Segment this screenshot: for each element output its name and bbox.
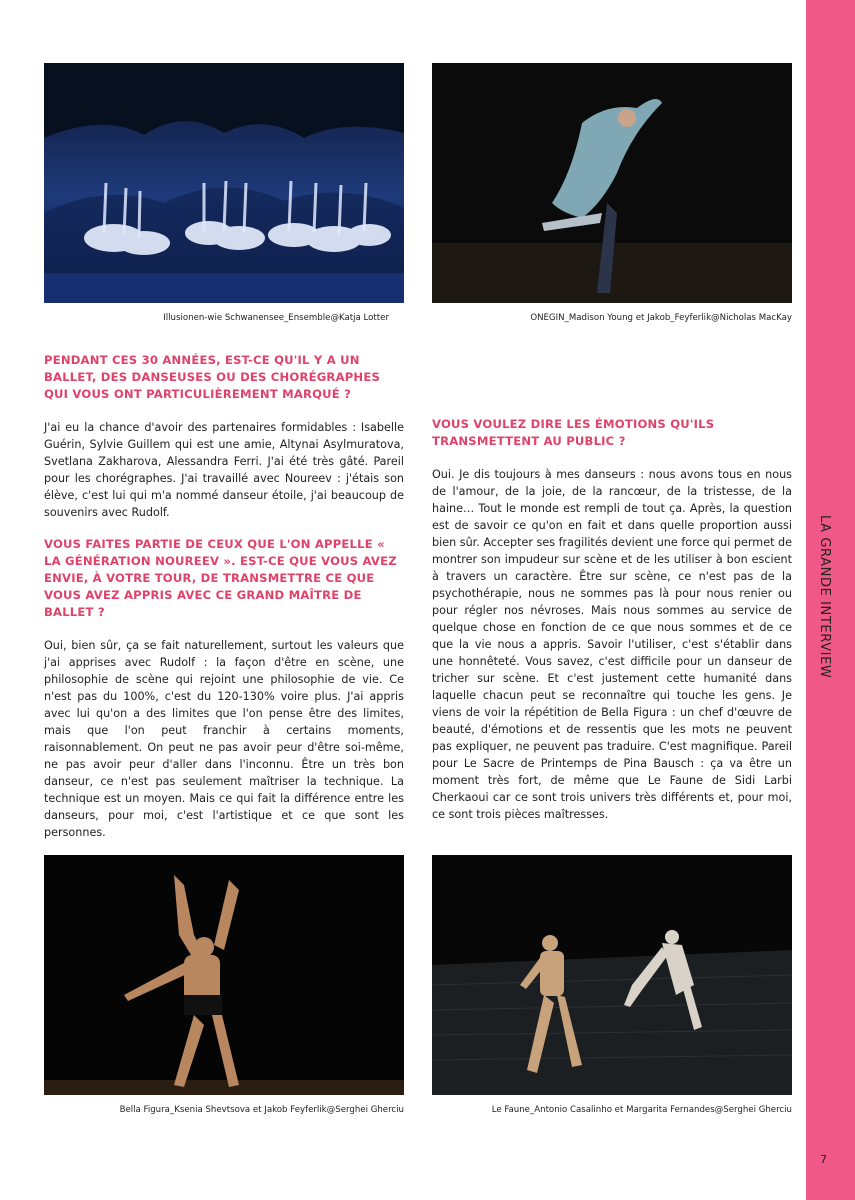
answer-3: Oui. Je dis toujours à mes danseurs : nous avons tous en nous de l'amour, de la joie, de la rancœur, de la tristesse, de la haine… Tout le monde est rempli de tout ça. Après, la question est de savoir ce qu'on en fait et dans quelle proportion aussi bien sûr. Accepter ses fragilités devient une force qui permet de montrer son impudeur sur scène et de les utiliser à bon escient à travers un caractère. Être sur scène, ce n'est pas de la psychothérapie, nous ne sommes pas là pour nous renier ou pour régler nos névroses. Mais nous sommes au service de quelque chose en fonction de ce que nous sommes et de ce que la vie nous a appris. Savoir l'utiliser, c'est s'établir dans une honnêteté. Vous savez, c'est difficile pour un danseur de tricher sur scène. Et c'est justement cette humanité dans laquelle chacun peut se reconnaître qui touche les gens. Je viens de voir la répétition de Bella Figura : un chef d'œuvre de beauté, d'émotions et de ressentis que les mots ne peuvent pas expliquer, ne peuvent pas traduire. C'est magnifique. Pareil pour Le Sacre de Printemps de Pina Bausch : ça va être un moment très fort, de même que Le Faune de Sidi Larbi Cherkaoui car ce sont trois univers très différents et, pour moi, ce sont trois pièces maîtresses. bbox=[432, 468, 793, 821]
left-column bbox=[44, 352, 404, 841]
answer-1: J'ai eu la chance d'avoir des partenaires formidables : Isabelle Guérin, Sylvie Guillem qui est une amie, Altynai Asylmuratova, Svetlana Zakharova, Alessandra Ferri. J'ai été très gâté. Pareil pour les chorégraphes. J'ai travaillé avec Noureev : j'étais son élève, c'est lui qui m'a nommé danseur étoile, j'ai beaucoup de souvenirs avec Rudolf. bbox=[44, 421, 404, 519]
photo-swan-lake bbox=[44, 63, 404, 303]
caption-photo3: Bella Figura_Ksenia Shevtsova et Jakob Feyferlik@Serghei Gherciu bbox=[119, 1105, 404, 1115]
photo-bella-figura bbox=[44, 855, 404, 1095]
answer-2: Oui, bien sûr, ça se fait naturellement, surtout les valeurs que j'ai apprises avec Rudolf : la façon d'être en scène, une philosophie de scène qui rejoint une philosophie de vie. Ce n'est pas du 100%, c'est du 120-130% voire plus. J'ai appris avec lui qu'on a des limites que l'on pense être des limites, mais que l'on peut franchir à certains moments, raisonnablement. On peut ne pas avoir peur d'être soi-même, ne pas avoir peur d'aller dans l'inconnu. Être un très bon danseur, ce n'est pas seulement maîtriser la technique. La technique est un moyen. Mais ce qui fait la différence entre les danseurs, pour moi, c'est l'artistique et ce que sont les personnes. bbox=[44, 639, 404, 839]
question-3: VOUS VOULEZ DIRE LES ÉMOTIONS QU'ILS TRANSMETTENT AU PUBLIC ? bbox=[432, 417, 715, 448]
photo-onegin bbox=[432, 63, 792, 303]
section-title-vertical: LA GRANDE INTERVIEW bbox=[817, 515, 832, 679]
caption-photo2: ONEGIN_Madison Young et Jakob_Feyferlik@Nicholas MacKay bbox=[530, 313, 792, 323]
photo-le-faune bbox=[432, 855, 792, 1095]
right-column bbox=[432, 416, 792, 823]
question-2: VOUS FAITES PARTIE DE CEUX QUE L'ON APPELLE « LA GÉNÉRATION NOUREEV ». EST-CE QUE VOUS AVEZ ENVIE, À VOTRE TOUR, DE TRANSMETTRE CE QUE VOUS AVEZ APPRIS AVEC CE GRAND MAÎTRE DE BALLET ? bbox=[44, 537, 397, 619]
page-number: 7 bbox=[820, 1153, 827, 1166]
caption-photo1: Illusionen-wie Schwanensee_Ensemble@Katja Lotter bbox=[163, 313, 389, 323]
caption-photo4: Le Faune_Antonio Casalinho et Margarita Fernandes@Serghei Gherciu bbox=[491, 1105, 792, 1115]
question-1: PENDANT CES 30 ANNÉES, EST-CE QU'IL Y A UN BALLET, DES DANSEUSES OU DES CHORÉGRAPHES QUI VOUS ONT PARTICULIÈREMENT MARQUÉ ? bbox=[44, 353, 381, 401]
